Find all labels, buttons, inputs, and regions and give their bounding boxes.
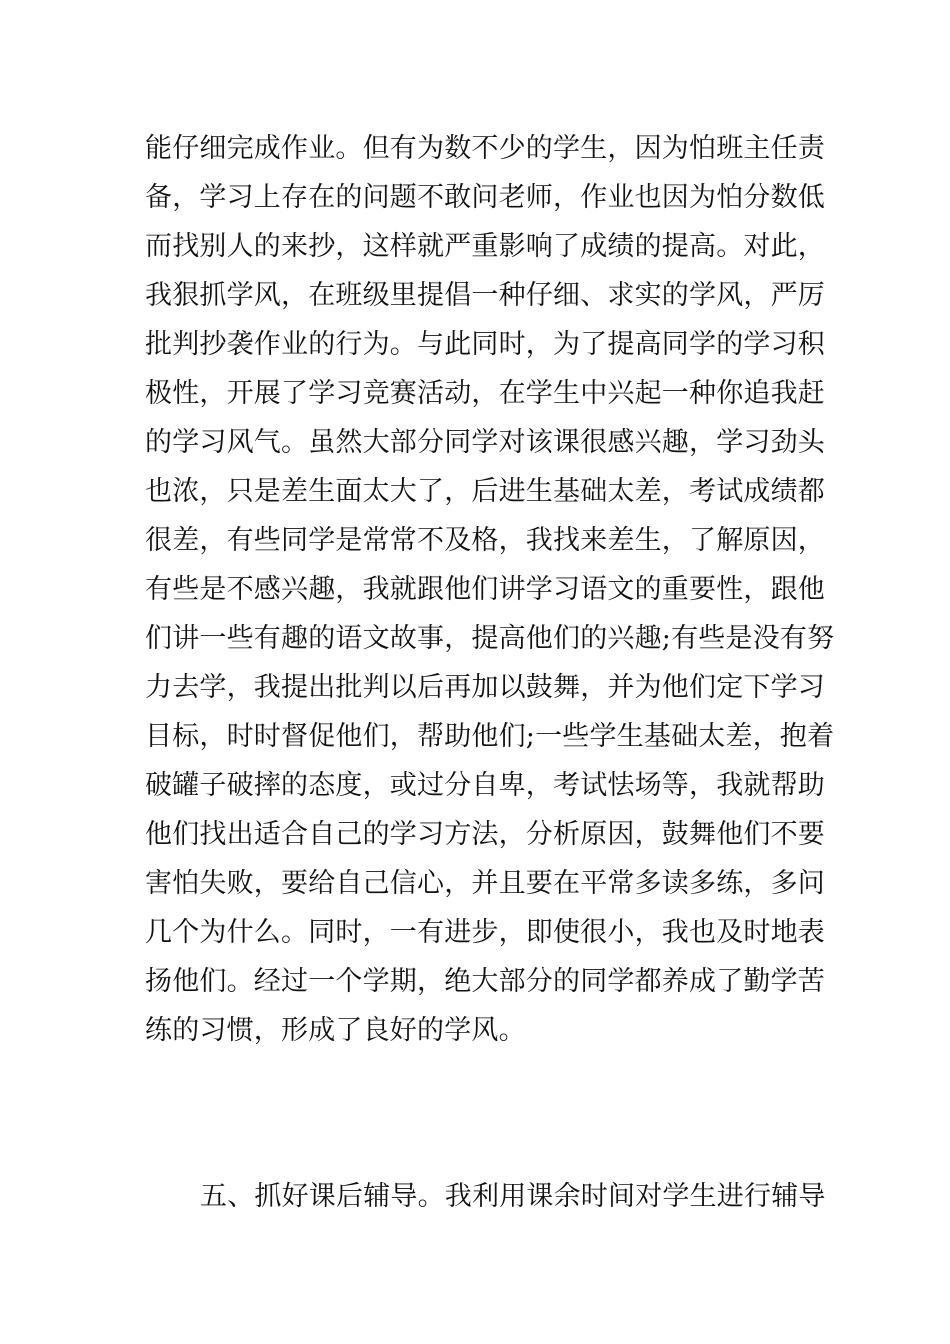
paragraph-line: 我狠抓学风，在班级里提倡一种仔细、求实的学风，严厉	[145, 280, 825, 311]
paragraph-line: 目标，时时督促他们，帮助他们;一些学生基础太差，抱着	[145, 721, 835, 752]
paragraph-line: 而找别人的来抄，这样就严重影响了成绩的提高。对此，	[145, 231, 825, 262]
section-heading-paragraph: 五、抓好课后辅导。我利用课余时间对学生进行辅导	[200, 1181, 826, 1212]
paragraph-line: 破罐子破摔的态度，或过分自卑，考试怯场等，我就帮助	[145, 770, 825, 801]
paragraph-line: 力去学，我提出批判以后再加以鼓舞，并为他们定下学习	[145, 672, 825, 703]
paragraph-line: 们讲一些有趣的语文故事，提高他们的兴趣;有些是没有努	[145, 623, 835, 654]
paragraph-line: 有些是不感兴趣，我就跟他们讲学习语文的重要性，跟他	[145, 574, 825, 605]
paragraph-line: 也浓，只是差生面太大了，后进生基础太差，考试成绩都	[145, 476, 825, 507]
paragraph-line: 害怕失败，要给自己信心，并且要在平常多读多练，多问	[145, 868, 825, 899]
paragraph-line: 能仔细完成作业。但有为数不少的学生，因为怕班主任责	[145, 133, 825, 164]
paragraph-line: 他们找出适合自己的学习方法，分析原因，鼓舞他们不要	[145, 819, 825, 850]
paragraph-line: 批判抄袭作业的行为。与此同时，为了提高同学的学习积	[145, 329, 825, 360]
paragraph-line: 备，学习上存在的问题不敢问老师，作业也因为怕分数低	[145, 182, 825, 213]
paragraph-line: 很差，有些同学是常常不及格，我找来差生，了解原因，	[145, 525, 825, 556]
paragraph-line: 练的习惯，形成了良好的学风。	[145, 1015, 526, 1046]
paragraph-line: 几个为什么。同时，一有进步，即使很小，我也及时地表	[145, 917, 825, 948]
paragraph-line: 的学习风气。虽然大部分同学对该课很感兴趣，学习劲头	[145, 427, 825, 458]
body-paragraph	[145, 124, 835, 1055]
paragraph-line: 极性，开展了学习竞赛活动，在学生中兴起一种你追我赶	[145, 378, 825, 409]
paragraph-line: 扬他们。经过一个学期，绝大部分的同学都养成了勤学苦	[145, 966, 825, 997]
